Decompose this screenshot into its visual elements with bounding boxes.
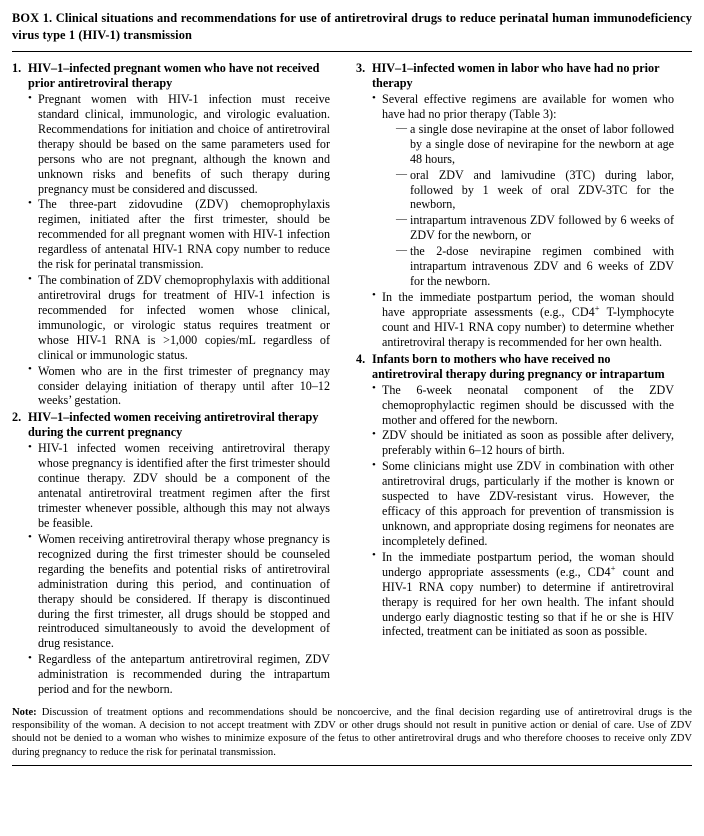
list-item: • Pregnant women with HIV-1 infection must receive standard clinical, immunologic, and virologic evaluation. Recommendations for initiation and choice of antiretroviral therapy should be based on the same parameters used for persons who are not pregnant, although the known and unknown risks and benefits of such therapy during pregnancy must be considered and discussed. <box>28 92 330 196</box>
section-1-title: HIV–1–infected pregnant women who have not received prior antiretroviral therapy <box>28 61 320 90</box>
two-column-layout <box>12 61 692 699</box>
section-2-number: 2. <box>12 410 22 425</box>
section-4 <box>356 352 674 640</box>
list-item: • The three-part zidovudine (ZDV) chemoprophylaxis regimen, initiated after the first trimester, should be recommended for all pregnant women with HIV-1 infection regardless of antenatal HIV-1 RNA copy number to reduce the risk for perinatal transmission. <box>28 197 330 272</box>
list-item: • Women who are in the first trimester of pregnancy may consider delaying initiation of therapy until after 10–12 weeks’ gestation. <box>28 364 330 409</box>
section-2-title: HIV–1–infected women receiving antiretroviral therapy during the current pregnancy <box>28 410 319 440</box>
box-title: BOX 1. Clinical situations and recommendations for use of antiretroviral drugs to reduce perinatal human immunodeficiency virus type 1 (HIV-1) transmission <box>12 11 692 42</box>
section-4-number: 4. <box>356 351 366 366</box>
section-4-heading <box>356 352 674 382</box>
list-item: • In the immediate postpartum period, the woman should have appropriate assessments (e.g., CD4+ T-lymphocyte count and HIV-1 RNA copy number) to determine whether antiretroviral therapy is recommended for her own health. <box>372 290 674 350</box>
note-label: Note: <box>12 707 37 719</box>
right-column <box>356 61 674 641</box>
section-1-bullets <box>12 92 330 408</box>
list-item: — intrapartum intravenous ZDV followed by 6 weeks of ZDV for the newborn, or <box>396 213 674 243</box>
section-1 <box>12 61 330 408</box>
left-column <box>12 61 330 699</box>
list-item: — a single dose nevirapine at the onset of labor followed by a single dose of nevirapine for the newborn at age 48 hours, <box>396 122 674 167</box>
list-item: • The 6-week neonatal component of the ZDV chemoprophylactic regimen should be discussed with the mother and offered for the newborn. <box>372 383 674 428</box>
list-item-text: Several effective regimens are available for women who have had no prior therapy (Table 3): <box>382 92 674 121</box>
section-2-bullets <box>12 441 330 697</box>
section-4-bullets <box>356 383 674 640</box>
section-2 <box>12 410 330 697</box>
list-item: • HIV-1 infected women receiving antiretroviral therapy whose pregnancy is identified after the first trimester should continue therapy. ZDV should be a component of the antenatal antiretroviral treatment regimen after the first trimester whenever possible, although this may not always be feasible. <box>28 441 330 531</box>
section-1-heading <box>12 61 330 91</box>
section-2-heading <box>12 410 330 440</box>
list-item: — oral ZDV and lamivudine (3TC) during labor, followed by 1 week of oral ZDV-3TC for the newborn, <box>396 168 674 213</box>
section-3 <box>356 61 674 350</box>
list-item: • The combination of ZDV chemoprophylaxis with additional antiretroviral drugs for treatment of HIV-1 infection is recommended for infected women whose clinical, immunologic, or virologic status requires treatment or whose HIV-1 RNA is >1,000 copies/mL regardless of clinical or immunologic status. <box>28 273 330 363</box>
list-item: • ZDV should be initiated as soon as possible after delivery, preferably within 6–12 hours of birth. <box>372 428 674 458</box>
section-3-heading <box>356 61 674 91</box>
section-3-number: 3. <box>356 61 366 75</box>
section-3-title: HIV–1–infected women in labor who have had no prior therapy <box>372 61 660 90</box>
list-item: • In the immediate postpartum period, the woman should undergo appropriate assessments (e.g., CD4+ count and HIV-1 RNA copy number) to determine if antiretroviral therapy is required for her own health. The infant should undergo early diagnostic testing so that if he or she is HIV infected, treatment can be initiated as soon as possible. <box>372 550 674 640</box>
box-note <box>12 706 692 759</box>
box-body <box>12 51 692 766</box>
list-item <box>372 92 674 289</box>
section-1-number: 1. <box>12 61 22 75</box>
list-item: • Some clinicians might use ZDV in combination with other antiretroviral drugs, particularly if the mother is known or suspected to have ZDV-resistant virus. However, the efficacy of this approach for prevention of transmission is unknown, and appropriate dosing regimens for neonates are incompletely defined. <box>372 459 674 549</box>
section-3-bullets <box>356 92 674 350</box>
list-item: — the 2-dose nevirapine regimen combined with intrapartum intravenous ZDV and 6 weeks of ZDV for the newborn. <box>396 244 674 289</box>
section-4-title: Infants born to mothers who have received no antiretroviral therapy during pregnancy or intrapartum <box>372 351 665 381</box>
section-3-subitems <box>382 122 674 289</box>
list-item: • Regardless of the antepartum antiretroviral regimen, ZDV administration is recommended during the intrapartum period and for the newborn. <box>28 652 330 697</box>
note-text: Discussion of treatment options and recommendations should be noncoercive, and the final decision regarding use of antiretroviral drugs is the responsibility of the woman. A decision to not accept treatment with ZDV or other drugs should not result in punitive action or denial of care. Use of ZDV should not be denied to a woman who wishes to minimize exposure of the fetus to other antiretroviral drugs and who therefore chooses to receive only ZDV during pregnancy to reduce the risk for perinatal transmission. <box>12 707 692 758</box>
list-item: • Women receiving antiretroviral therapy whose pregnancy is recognized during the first trimester should be counseled regarding the benefits and potential risks of antiretroviral administration during this period, and continuation of therapy should be considered. If therapy is discontinued during the first trimester, all drugs should be stopped and reintroduced simultaneously to avoid the development of drug resistance. <box>28 532 330 651</box>
